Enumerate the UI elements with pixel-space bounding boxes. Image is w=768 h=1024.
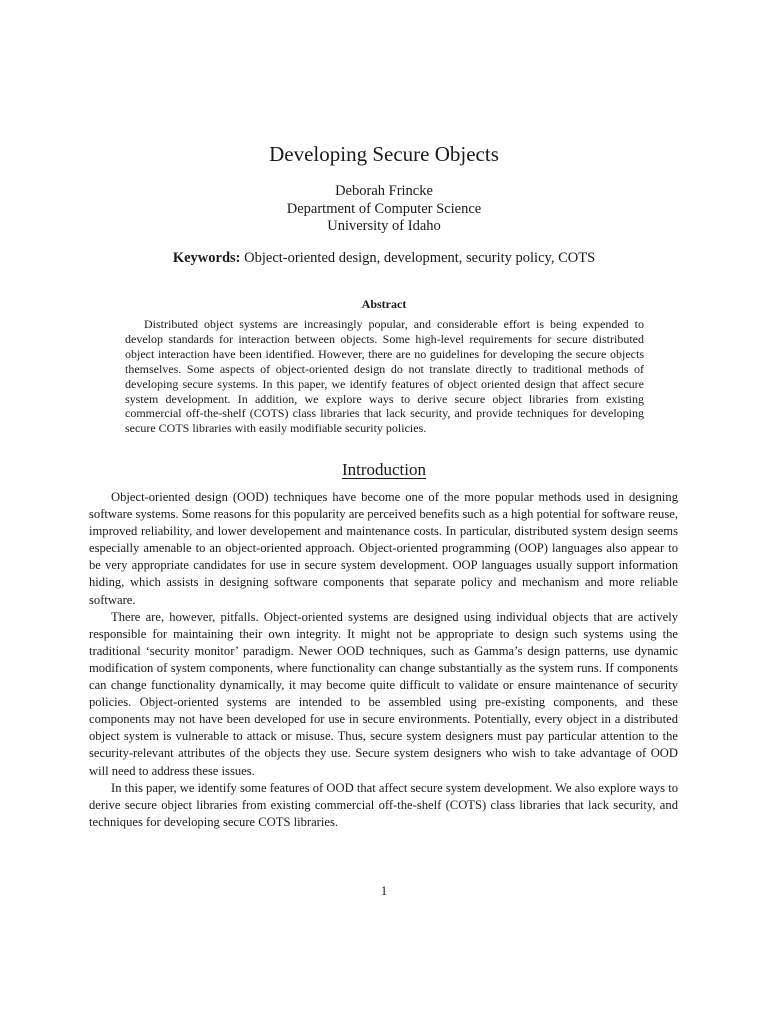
- keywords-line: [0, 249, 768, 267]
- body-paragraph: Object-oriented design (OOD) techniques have become one of the more popular methods used in designing software systems. Some reasons for this popularity are perceived benefits such as a high potential for software reuse, improved reliability, and lower developement and maintenance costs. In particular, distributed system design seems especially amenable to an object-oriented approach. Object-oriented programming (OOP) languages also appear to be very appropriate candidates for use in secure system development. OOP languages usually support information hiding, which assists in designing software components that separate policy and mechanism and more reliable software.: [89, 490, 678, 607]
- body-paragraph: In this paper, we identify some features of OOD that affect secure system development. We also explore ways to derive secure object libraries from existing commercial off-the-shelf (COTS) class libraries that lack security, and techniques for developing secure COTS libraries.: [89, 780, 678, 829]
- keywords-text: Object-oriented design, development, security policy, COTS: [244, 250, 596, 266]
- page-number: 1: [380, 884, 388, 898]
- keywords-label: Keywords:: [172, 250, 241, 266]
- paper-title: Developing Secure Objects: [269, 142, 499, 166]
- body-paragraph: There are, however, pitfalls. Object-oriented systems are designed using individual objects that are actively responsible for maintaining their own integrity. It might not be appropriate to design such systems using the traditional ‘security monitor’ paradigm. Newer OOD techniques, such as Gamma’s design patterns, use dynamic modification of system components, where functionality can change substantially as the system runs. If components can change functionality dynamically, it may become quite difficult to validate or ensure maintenance of security policies. Object-oriented systems are intended to be assembled using pre-existing components, and these components may not have been developed for use in secure environments. Potentially, every object in a distributed object system is vulnerable to attack or misuse. Thus, secure system designers must pay particular attention to the security-relevant attributes of the objects they use. Secure system designers who wish to take advantage of OOD will need to address these issues.: [89, 609, 678, 778]
- author-name: Deborah Frincke: [335, 183, 433, 199]
- abstract-text: Distributed object systems are increasingly popular, and considerable effort is being expended to develop standards for interaction between objects. Some high-level requirements for secure distributed object interaction have been identified. However, there are no guidelines for developing the secure objects themselves. Some aspects of object-oriented design do not translate directly to traditional methods of developing secure systems. In this paper, we identify features of object oriented design that affect secure system development. In addition, we explore ways to derive secure object libraries from existing commercial off-the-shelf (COTS) class libraries that lack security, and provide techniques for developing secure COTS libraries with easily modifiable security policies.: [125, 317, 644, 436]
- section-heading-text: Introduction: [341, 460, 427, 479]
- author-department: Department of Computer Science: [286, 200, 482, 217]
- introduction-body: [89, 489, 678, 831]
- author-block: [0, 183, 768, 236]
- abstract-heading: Abstract: [361, 297, 407, 311]
- author-institution: University of Idaho: [327, 218, 441, 234]
- section-heading: [0, 459, 768, 480]
